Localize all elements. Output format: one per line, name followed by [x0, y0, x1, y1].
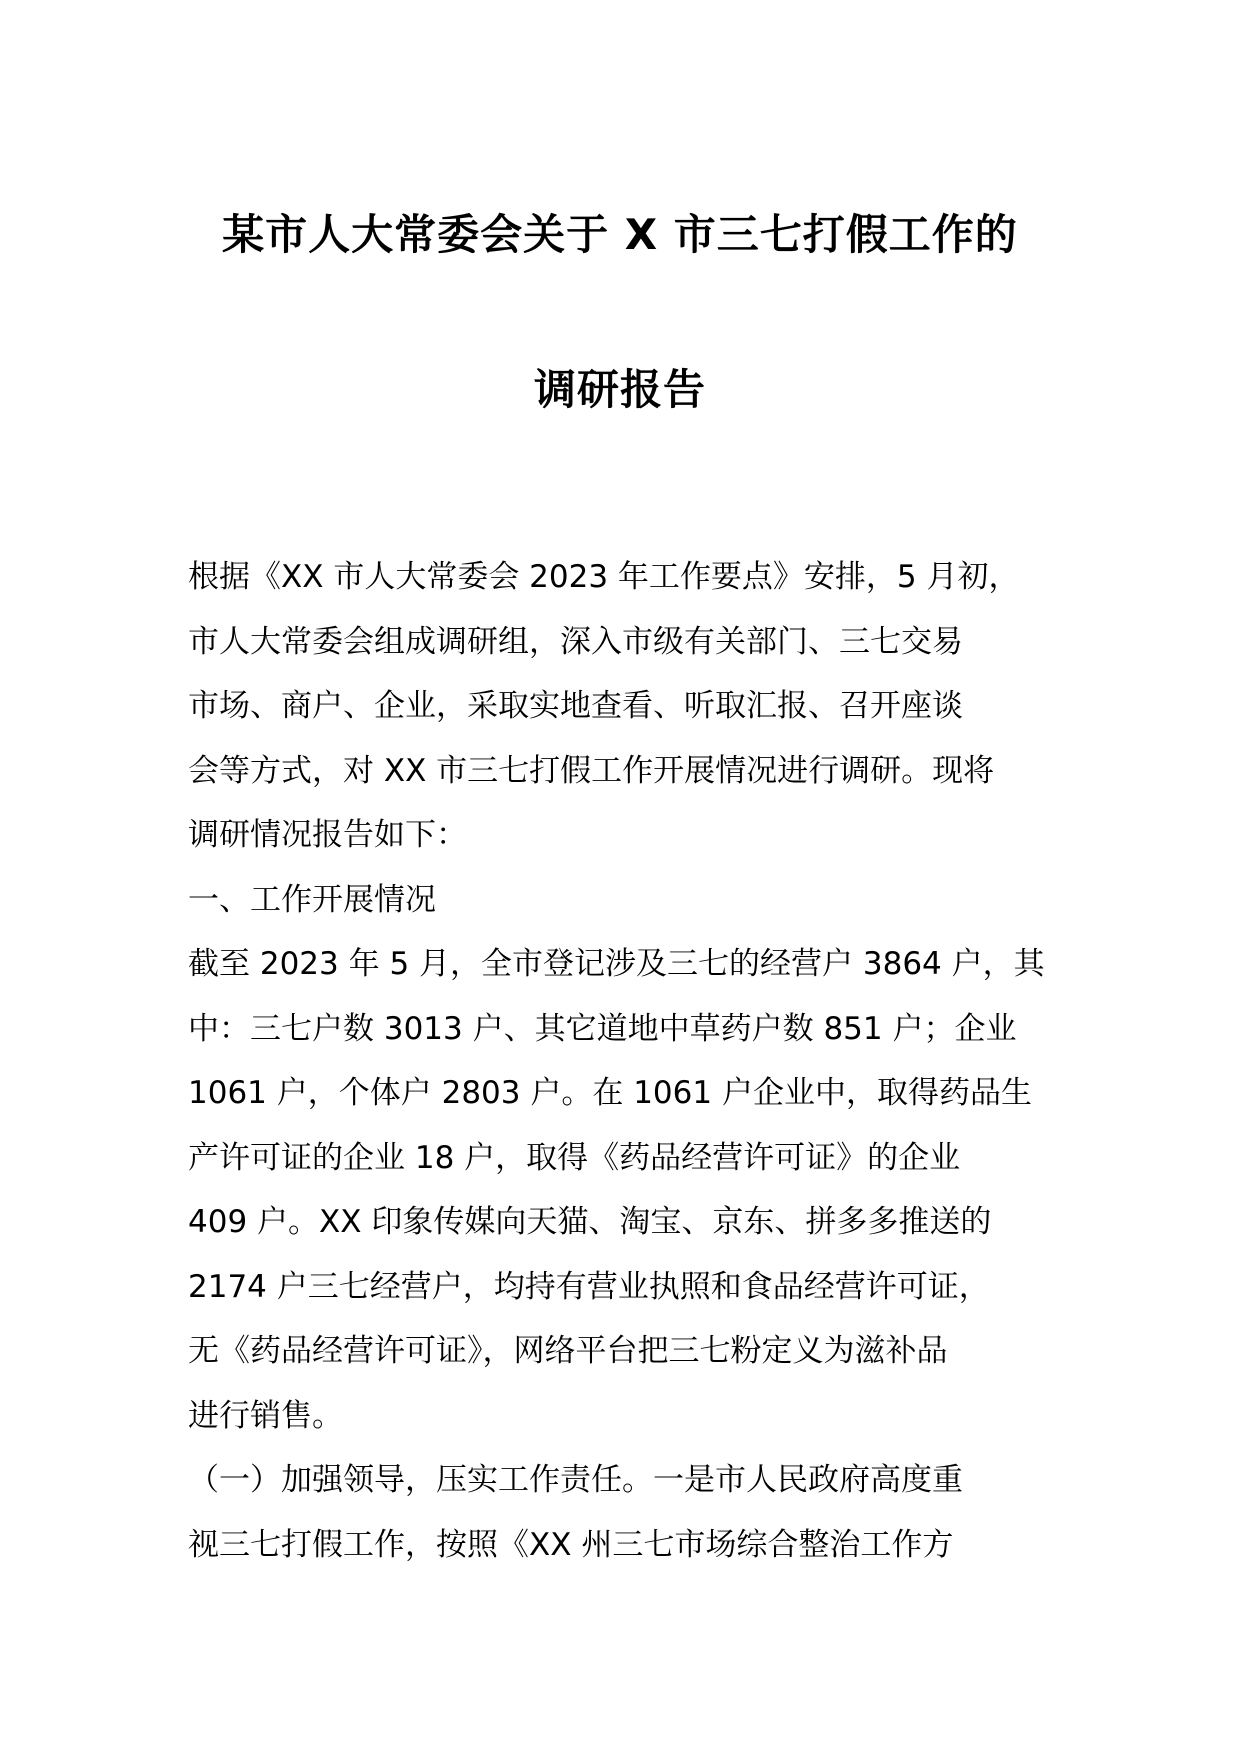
body-line: 产许可证的企业 18 户，取得《药品经营许可证》的企业	[188, 1139, 961, 1176]
body-line: 截至 2023 年 5 月，全市登记涉及三七的经营户 3864 户，其	[188, 946, 1045, 982]
section-heading: 一、工作开展情况	[188, 881, 436, 918]
document-title-line-1: 某市人大常委会关于 X 市三七打假工作的	[222, 210, 1018, 259]
body-line: 2174 户三七经营户，均持有营业执照和食品经营许可证，	[188, 1268, 990, 1305]
body-line: 无《药品经营许可证》，网络平台把三七粉定义为滋补品	[188, 1333, 948, 1369]
body-line: 市场、商户、企业，采取实地查看、听取汇报、召开座谈	[188, 688, 963, 724]
body-line: 1061 户，个体户 2803 户。在 1061 户企业中，取得药品生	[188, 1075, 1032, 1111]
body-line: 根据《XX 市人大常委会 2023 年工作要点》安排，5 月初，	[188, 559, 1020, 595]
body-line: 市人大常委会组成调研组，深入市级有关部门、三七交易	[188, 623, 963, 660]
subsection-heading: （一）加强领导，压实工作责任。一是市人民政府高度重	[188, 1462, 963, 1498]
body-line: 进行销售。	[188, 1397, 343, 1434]
body-line: 409 户。XX 印象传媒向天猫、淘宝、京东、拼多多推送的	[188, 1204, 992, 1240]
body-line: 中：三七户数 3013 户、其它道地中草药户数 851 户；企业	[188, 1010, 1017, 1047]
document-title-line-2: 调研报告	[533, 365, 706, 414]
body-line: 会等方式，对 XX 市三七打假工作开展情况进行调研。现将	[188, 752, 995, 789]
body-line: 视三七打假工作，按照《XX 州三七市场综合整治工作方	[188, 1526, 954, 1563]
document-body	[188, 545, 1058, 1577]
body-line: 调研情况报告如下：	[188, 817, 467, 853]
